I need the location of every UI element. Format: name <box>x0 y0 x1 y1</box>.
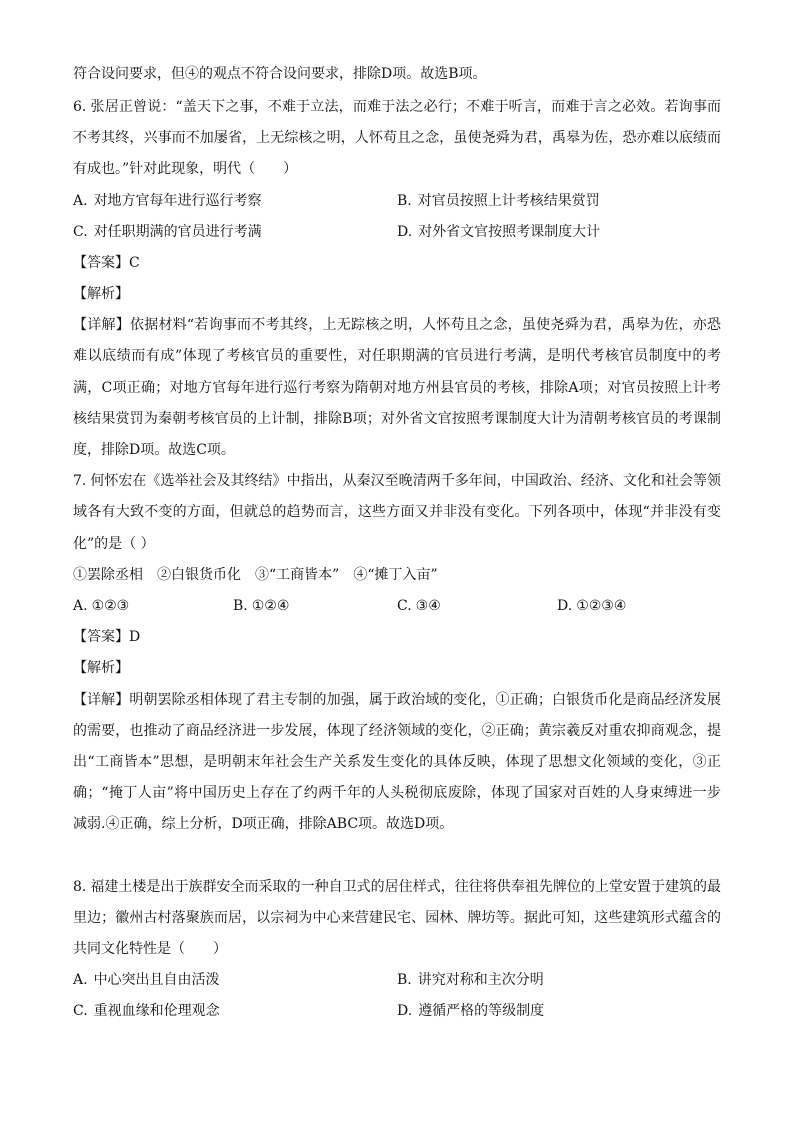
detail-line: 满，C项正确；对地方官每年进行巡行考察为隋朝对地方州县官员的考核，排除A项；对官员按照上计考 <box>73 379 721 396</box>
option-d <box>397 996 544 1027</box>
detail-label: 【详解】 <box>73 691 130 708</box>
option-text: 对任职期满的官员进行考满 <box>93 223 262 240</box>
option-text: ③④ <box>415 597 441 614</box>
statement-items <box>73 560 721 591</box>
option-label: D. <box>397 1003 413 1020</box>
stem-text: 福建土楼是出于族群安全而采取的一种自卫式的居住样式，往往将供奉祖先牌位的上堂安置于建筑的最 <box>90 878 721 895</box>
option-c <box>397 591 441 622</box>
option-label: B. <box>397 192 412 209</box>
detail-line: 确；“掩丁人亩”将中国历史上存在了约两千年的人头税彻底废除，体现了国家对百姓的人身束缚进一步 <box>73 785 721 802</box>
statement-item: ③“工商皆本” <box>255 566 340 583</box>
options-row <box>73 996 721 1027</box>
option-label: D. <box>557 597 573 614</box>
options-row <box>73 217 721 248</box>
detail-line: 出“工商皆本”思想，是明朝末年社会生产关系发生变化的具体反映，体现了思想文化领域的变化，③正 <box>73 753 721 770</box>
stem-text: 何怀宏在《选举社会及其终结》中指出，从秦汉至晚清两千多年间，中国政治、经济、文化和社会等领 <box>90 473 721 490</box>
detail-line: 的需要，也推动了商品经济进一步发展，体现了经济领域的变化，②正确；黄宗羲反对重农抑商观念，提 <box>73 722 721 739</box>
option-label: C. <box>397 597 412 614</box>
option-text: 对外省文官按照考课制度大计 <box>418 223 601 240</box>
option-text: 讲究对称和主次分明 <box>417 972 544 989</box>
statement-item: ①罢除丞相 <box>73 566 143 583</box>
option-text: 对地方官每年进行巡行考察 <box>93 192 262 209</box>
options-row <box>73 186 721 217</box>
option-c <box>73 217 262 248</box>
question-stem-line: 不考其终，兴事而不加屡省，上无综核之明，人怀苟且之念，虽使尧舜为君，禹皋为佐，恐亦难以底绩而 <box>73 130 721 147</box>
question-stem-line: 里边；徽州古村落聚族而居，以宗祠为中心来营建民宅、园林、牌坊等。据此可知，这些建筑形式蕴含的 <box>73 909 721 926</box>
option-text: ①②④ <box>251 597 290 614</box>
detail-line <box>73 310 721 341</box>
analysis-label: 【解析】 <box>73 286 129 303</box>
answer-label: 【答案】 <box>73 629 129 646</box>
answer-value: D <box>129 629 141 646</box>
option-a <box>73 965 220 996</box>
option-a <box>73 186 262 217</box>
analysis-label: 【解析】 <box>73 660 129 677</box>
option-text: 中心突出且自由活泼 <box>93 972 220 989</box>
option-b <box>397 965 544 996</box>
stem-text: 张居正曾说：“盖天下之事，不难于立法，而难于法之必行；不难于听言，而难于言之必效。若询事而 <box>90 98 721 115</box>
option-label: B. <box>397 972 412 989</box>
detail-text: 依据材料“若询事而不考其终，上无踪核之明，人怀苟且之念，虽使尧舜为君，禹皋为佐，亦恐 <box>129 317 722 334</box>
options-row <box>73 591 721 622</box>
question-stem-line <box>73 92 721 123</box>
statement-item: ④“摊丁入亩” <box>353 566 438 583</box>
detail-line: 度，排除D项。故选C项。 <box>73 442 235 459</box>
detail-text: 明朝罢除丞相体现了君主专制的加强，属于政治域的变化，①正确；白银货币化是商品经济发展 <box>129 691 722 708</box>
answer-line <box>73 248 721 279</box>
question-stem-line <box>73 872 721 903</box>
question-number: 7. <box>73 473 87 490</box>
question-number: 6. <box>73 98 87 115</box>
option-label: A. <box>73 192 88 209</box>
detail-line: 核结果赏罚为秦朝考核官员的上计制，排除B项；对外省文官按照考课制度大计为清朝考核官员的考课制 <box>73 410 721 427</box>
option-label: A. <box>73 597 88 614</box>
option-text: 重视血缘和伦理观念 <box>93 1003 220 1020</box>
option-d <box>557 591 626 622</box>
option-label: D. <box>397 223 413 240</box>
answer-line <box>73 622 721 653</box>
options-row <box>73 965 721 996</box>
question-number: 8. <box>73 878 87 895</box>
question-stem-line: 域各有大致不变的方面，但就总的趋势而言，这些方面又并非没有变化。下列各项中，体现“并非没有变 <box>73 504 721 521</box>
option-b <box>233 591 289 622</box>
option-text: ①②③④ <box>576 597 627 614</box>
detail-line <box>73 685 721 716</box>
answer-value: C <box>129 254 140 271</box>
question-8 <box>73 872 721 1028</box>
option-a <box>73 591 129 622</box>
page-content <box>73 59 721 1028</box>
option-label: B. <box>233 597 248 614</box>
option-text: 对官员按照上计考核结果赏罚 <box>417 192 600 209</box>
option-label: A. <box>73 972 88 989</box>
option-d <box>397 217 600 248</box>
question-stem-line: 共同文化特性是（ ） <box>73 941 227 958</box>
question-stem-line: 化”的是（ ） <box>73 535 155 552</box>
answer-label: 【答案】 <box>73 254 129 271</box>
option-text: ①②③ <box>91 597 130 614</box>
continuation-line: 符合设问要求，但④的观点不符合设问要求，排除D项。故选B项。 <box>73 66 487 82</box>
statement-item: ②白银货币化 <box>157 566 241 583</box>
question-stem-line: 有成也。”针对此现象，明代（ ） <box>73 161 298 178</box>
detail-label: 【详解】 <box>73 317 130 334</box>
question-stem-line <box>73 466 721 497</box>
question-7 <box>73 466 721 840</box>
question-6 <box>73 92 721 466</box>
option-b <box>397 186 600 217</box>
option-c <box>73 996 220 1027</box>
option-text: 遵循严格的等级制度 <box>418 1003 545 1020</box>
option-label: C. <box>73 223 88 240</box>
option-label: C. <box>73 1003 88 1020</box>
detail-line: 难以底绩而有成”体现了考核官员的重要性，对任职期满的官员进行考满，是明代考核官员制度中的考 <box>73 348 721 365</box>
detail-line: 减弱.④正确，综上分析，D项正确，排除ABC项。故选D项。 <box>73 816 454 833</box>
